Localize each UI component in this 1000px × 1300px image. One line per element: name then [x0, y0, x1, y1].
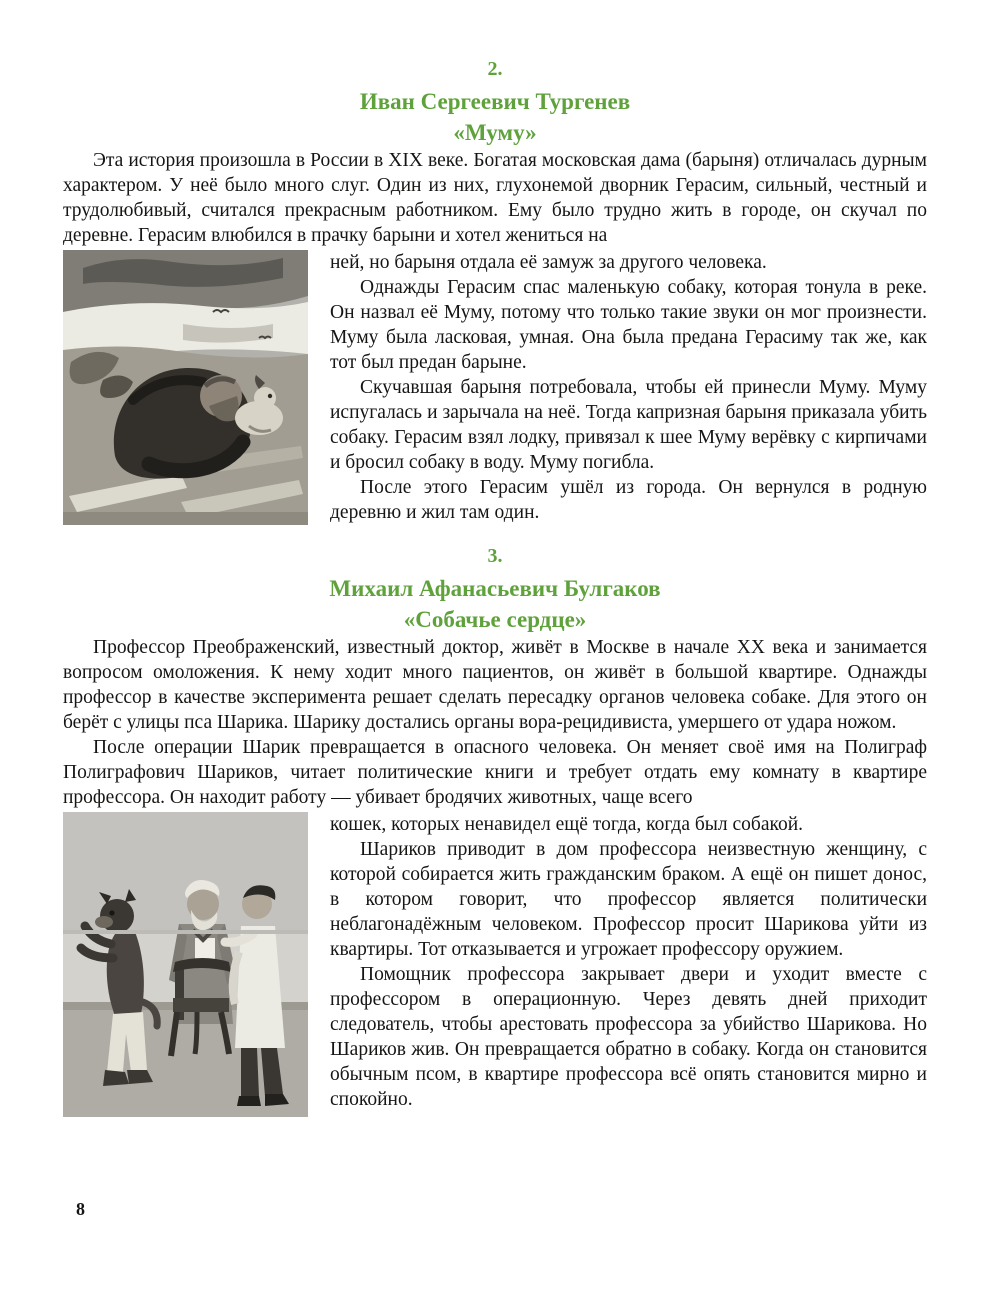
section-number: 3.	[487, 545, 503, 567]
paragraph: Помощник профессора закрывает двери и уходит вместе с профессором в операционную. Через девять дней приходит следователь, чтобы арестовать профессора за убийство Шарикова. Но Шариков жив. Он превращается обратно в собаку. Когда он становится обычным псом, в квартире профессора всё опять становится мирно и спокойно.	[330, 964, 927, 1110]
illustration-gerasim-and-mumu	[63, 250, 308, 525]
gerasim-mumu-drawing	[63, 250, 308, 525]
text-beside-illustration	[330, 250, 927, 525]
paragraph: Эта история произошла в России в XIX веке. Богатая московская дама (барыня) отличалась дурным характером. У неё было много слуг. Один из них, глухонемой дворник Герасим, сильный, честный и трудолюбивый, считался прекрасным работником. Ему было трудно жить в городе, он скучал по деревне. Герасим влюбился в прачку барыни и хотел жениться на	[63, 150, 927, 246]
paragraph: После этого Герасим ушёл из города. Он вернулся в родную деревню и жил там один.	[330, 477, 927, 523]
section-number: 2.	[487, 58, 503, 80]
section-title: «Собачье сердце»	[403, 607, 587, 632]
paragraph: Скучавшая барыня потребовала, чтобы ей принесли Муму. Муму испугалась и зарычала на неё. Тогда капризная барыня приказала убить собаку. Герасим взял лодку, привязал к шее Муму верёвку с кирпичами и бросил собаку в воду. Муму погибла.	[330, 377, 927, 473]
paragraph: Однажды Герасим спас маленькую собаку, которая тонула в реке. Он назвал её Муму, потому что только такие звуки он мог произнести. Муму была ласковая, умная. Она была предана Герасиму так же, как тот был предан барыне.	[330, 277, 927, 373]
section-title: «Муму»	[453, 120, 537, 145]
illustration-sharikov-professor-assistant	[63, 812, 308, 1117]
page-number: 8	[76, 1199, 85, 1219]
section-author: Михаил Афанасьевич Булгаков	[329, 576, 661, 601]
section-bulgakov-sobache-serdce	[63, 543, 927, 1117]
media-row	[63, 250, 927, 525]
paragraph: ней, но барыня отдала её замуж за другого человека.	[330, 252, 767, 273]
paragraph: Профессор Преображенский, известный доктор, живёт в Москве в начале XX века и занимается вопросом омоложения. К нему ходит много пациентов, он живёт в большой квартире. Однажды профессор в качестве эксперимента решает сделать пересадку органов человека собаке. Для этого он берёт с улицы пса Шарика. Шарику достались органы вора-рецидивиста, умершего от удара ножом.	[63, 637, 927, 733]
paragraph: Шариков приводит в дом профессора неизвестную женщину, с которой собирается жить гражданским браком. А ещё он пишет донос, в котором говорит, что профессор является политически неблагонадёжным человеком. Профессор просит Шарикова уйти из квартиры. Тот отказывается и угрожает профессору оружием.	[330, 839, 927, 960]
section-turgenev-mumu	[63, 56, 927, 525]
text-beside-illustration	[330, 812, 927, 1112]
media-row	[63, 812, 927, 1117]
sharikov-professor-drawing	[63, 812, 308, 1117]
paragraph: кошек, которых ненавидел ещё тогда, когда был собакой.	[330, 814, 804, 835]
paragraph: После операции Шарик превращается в опасного человека. Он меняет своё имя на Полиграф Полиграфович Шариков, читает политические книги и требует отдать ему комнату в квартире профессора. Он находит работу — убивает бродячих животных, чаще всего	[63, 737, 927, 808]
section-author: Иван Сергеевич Тургенев	[359, 89, 631, 114]
